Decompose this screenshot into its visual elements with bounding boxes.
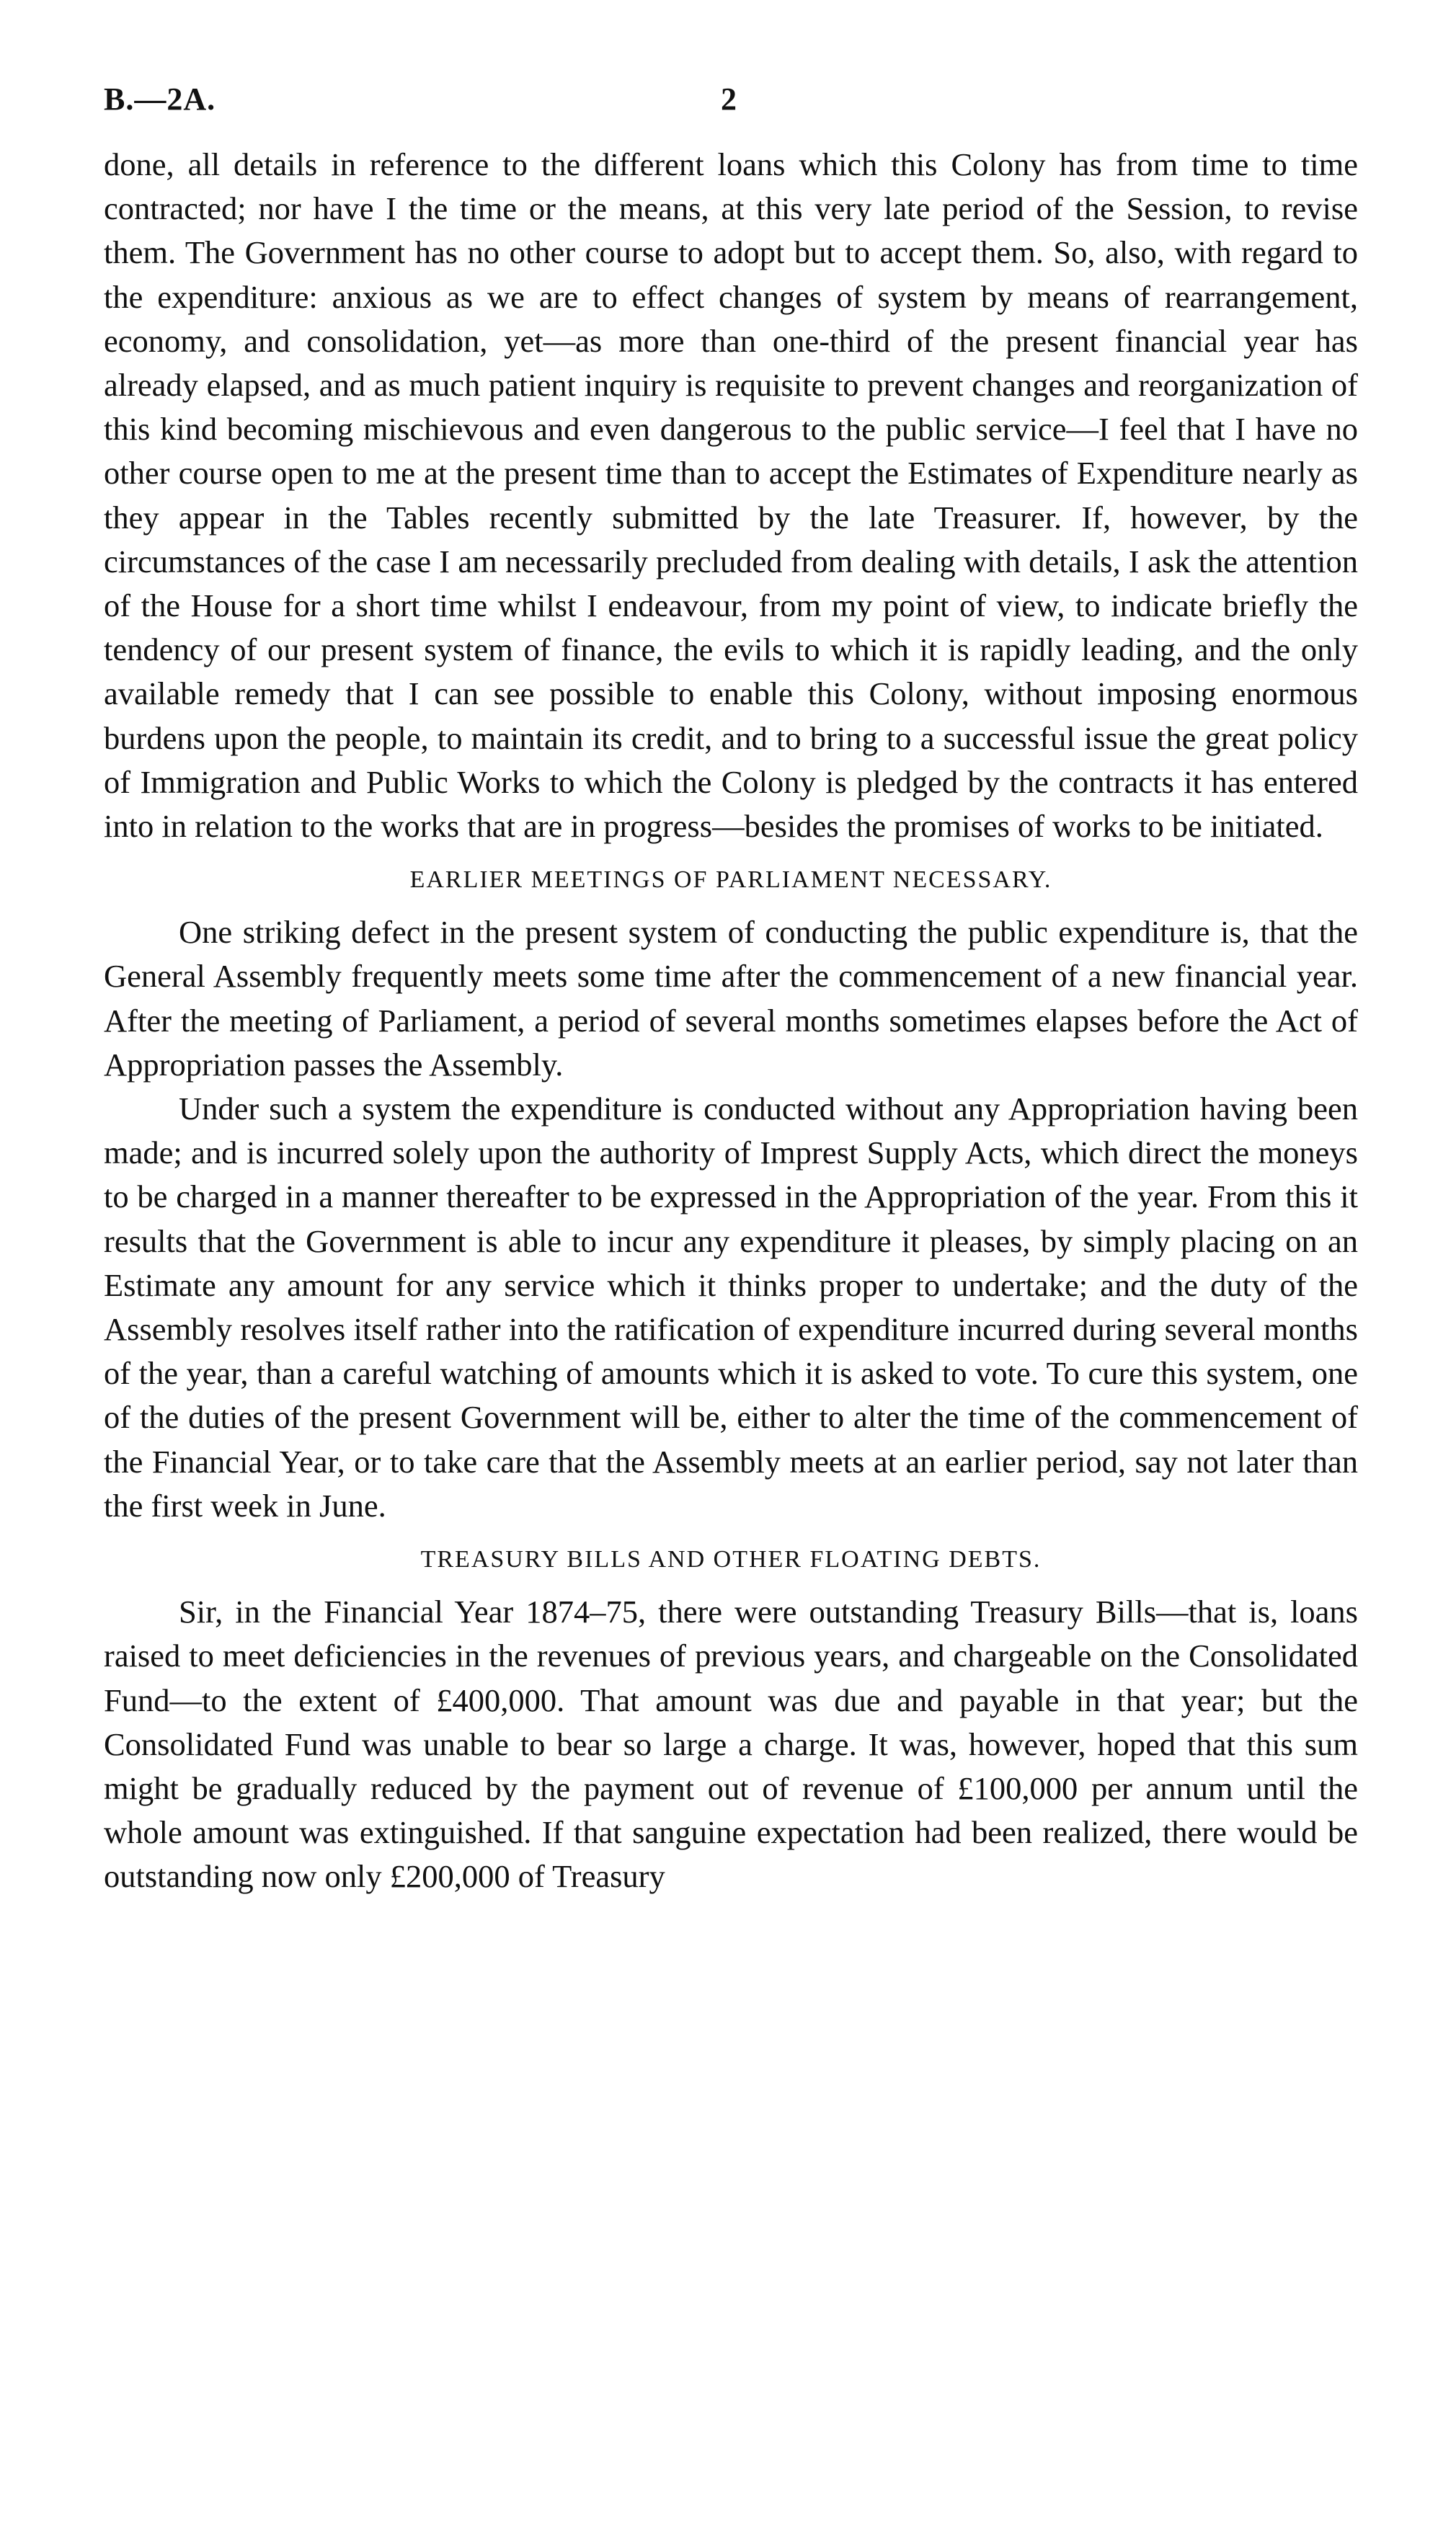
section-heading-treasury-bills: TREASURY BILLS AND OTHER FLOATING DEBTS. bbox=[420, 1546, 1042, 1573]
paragraph-continuation: done, all details in reference to the different loans which this Colony has from time to time contracted; nor have I the time or the means, at this very late period of the Session, to revise them. The Government has no other course to adopt but to accept them. So, also, with regard to the expenditure: anxious as we are to effect changes of system by means of rearrangement, economy, and consolidation, yet—as more than one-third of the present financial year has already elapsed, and as much patient inquiry is requisite to prevent changes and reorganization of this kind becoming mischievous and even dangerous to the public service—I feel that I have no other course open to me at the present time than to accept the Estimates of Expenditure nearly as they appear in the Tables recently submitted by the late Treasurer. If, however, by the circumstances of the case I am necessarily precluded from dealing with details, I ask the attention of the House for a short time whilst I endeavour, from my point of view, to indicate briefly the tendency of our present system of finance, the evils to which it is rapidly leading, and the only available remedy that I can see possible to enable this Colony, without imposing enormous burdens upon the people, to maintain its credit, and to bring to a successful issue the great policy of Immigration and Public Works to which the Colony is pledged by the contracts it has entered into in relation to the works that are in progress—besides the promises of works to be initiated. bbox=[104, 146, 1358, 845]
document-reference: B.—2A. bbox=[104, 81, 216, 117]
section-heading-earlier-meetings: EARLIER MEETINGS OF PARLIAMENT NECESSARY. bbox=[409, 866, 1052, 894]
paragraph-treasury-bills: Sir, in the Financial Year 1874–75, there were outstanding Treasury Bills—that is, loans raised to meet deficiencies in the revenues of previous years, and chargeable on the Consolidated Fund—to the extent of £400,000. That amount was due and payable in that year; but the Consolidated Fund was unable to bear so large a charge. It was, however, hoped that this sum might be gradually reduced by the payment out of revenue of £100,000 per annum until the whole amount was extinguished. If that sanguine expectation had been realized, there would be outstanding now only £200,000 of Treasury bbox=[104, 1594, 1358, 1895]
body-text bbox=[104, 143, 1358, 1899]
paragraph-defect: One striking defect in the present system of conducting the public expenditure is, that the General Assembly frequently meets some time after the commencement of a new financial year. After the meeting of Parliament, a period of several months sometimes elapses before the Act of Appropriation passes the Assembly. bbox=[104, 914, 1358, 1083]
page-number: 2 bbox=[721, 81, 737, 117]
page-header bbox=[104, 81, 1348, 124]
paragraph-appropriation: Under such a system the expenditure is conducted without any Appropriation having been made; and is incurred solely upon the authority of Imprest Supply Acts, which direct the moneys to be charged in a manner thereafter to be expressed in the Appropriation of the year. From this it results that the Government is able to incur any expenditure it pleases, by simply placing on an Estimate any amount for any service which it thinks proper to undertake; and the duty of the Assembly resolves itself rather into the ratification of expenditure incurred during several months of the year, than a careful watching of amounts which it is asked to vote. To cure this system, one of the duties of the present Government will be, either to alter the time of the commencement of the Financial Year, or to take care that the Assembly meets at an earlier period, say not later than the first week in June. bbox=[104, 1091, 1358, 1524]
